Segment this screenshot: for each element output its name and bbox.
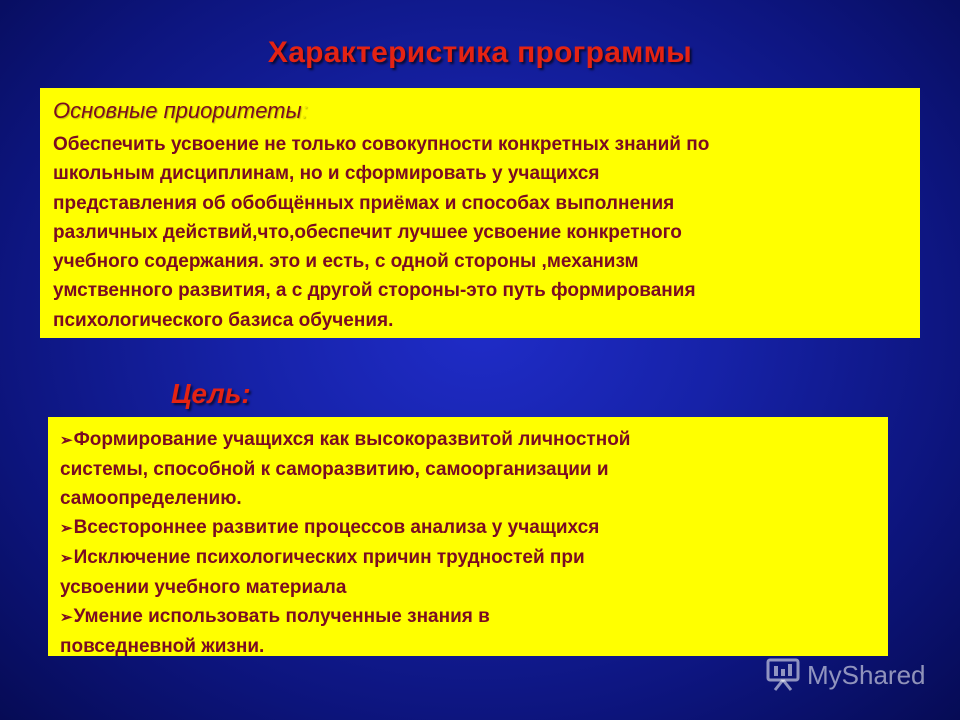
goal-item	[60, 513, 876, 543]
arrow-bullet-icon: ➢	[60, 609, 73, 626]
watermark-text: MyShared	[807, 659, 926, 690]
watermark	[765, 655, 926, 695]
priorities-heading	[53, 98, 906, 124]
goal-title: Цель:	[171, 378, 251, 409]
arrow-bullet-icon: ➢	[60, 520, 73, 537]
presentation-screen-icon	[765, 658, 801, 692]
arrow-bullet-icon: ➢	[60, 432, 73, 449]
priorities-panel	[40, 88, 920, 338]
goal-item	[60, 602, 876, 661]
priorities-heading-colon: :	[301, 98, 308, 123]
slide-title: Характеристика программы	[267, 36, 693, 69]
priorities-body: Обеспечить усвоение не только совокупности конкретных знаний по школьным дисциплинам, но и сформировать у учащихся представления об обобщённых приёмах и способах выполнения различных действий,что,обеспечит лучшее усвоение конкретного учебного содержания. это и есть, с одной стороны ,механизм умственного развития, а с другой стороны-это путь формирования психологического базиса обучения.	[53, 134, 710, 331]
goal-item	[60, 425, 876, 513]
goal-item-text: Умение использовать полученные знания в повседневной жизни.	[60, 606, 490, 657]
goal-item-text: Всестороннее развитие процессов анализа у учащихся	[73, 517, 600, 538]
goal-list	[60, 425, 876, 661]
goal-item-text: Исключение психологических причин трудностей при усвоении учебного материала	[60, 547, 585, 598]
arrow-bullet-icon: ➢	[60, 550, 73, 567]
priorities-heading-text: Основные приоритеты	[53, 98, 302, 123]
goal-item-text: Формирование учащихся как высокоразвитой личностной системы, способной к саморазвитию, самоорганизации и самоопределению.	[60, 429, 631, 509]
goal-item	[60, 543, 876, 602]
goals-panel	[48, 417, 888, 656]
